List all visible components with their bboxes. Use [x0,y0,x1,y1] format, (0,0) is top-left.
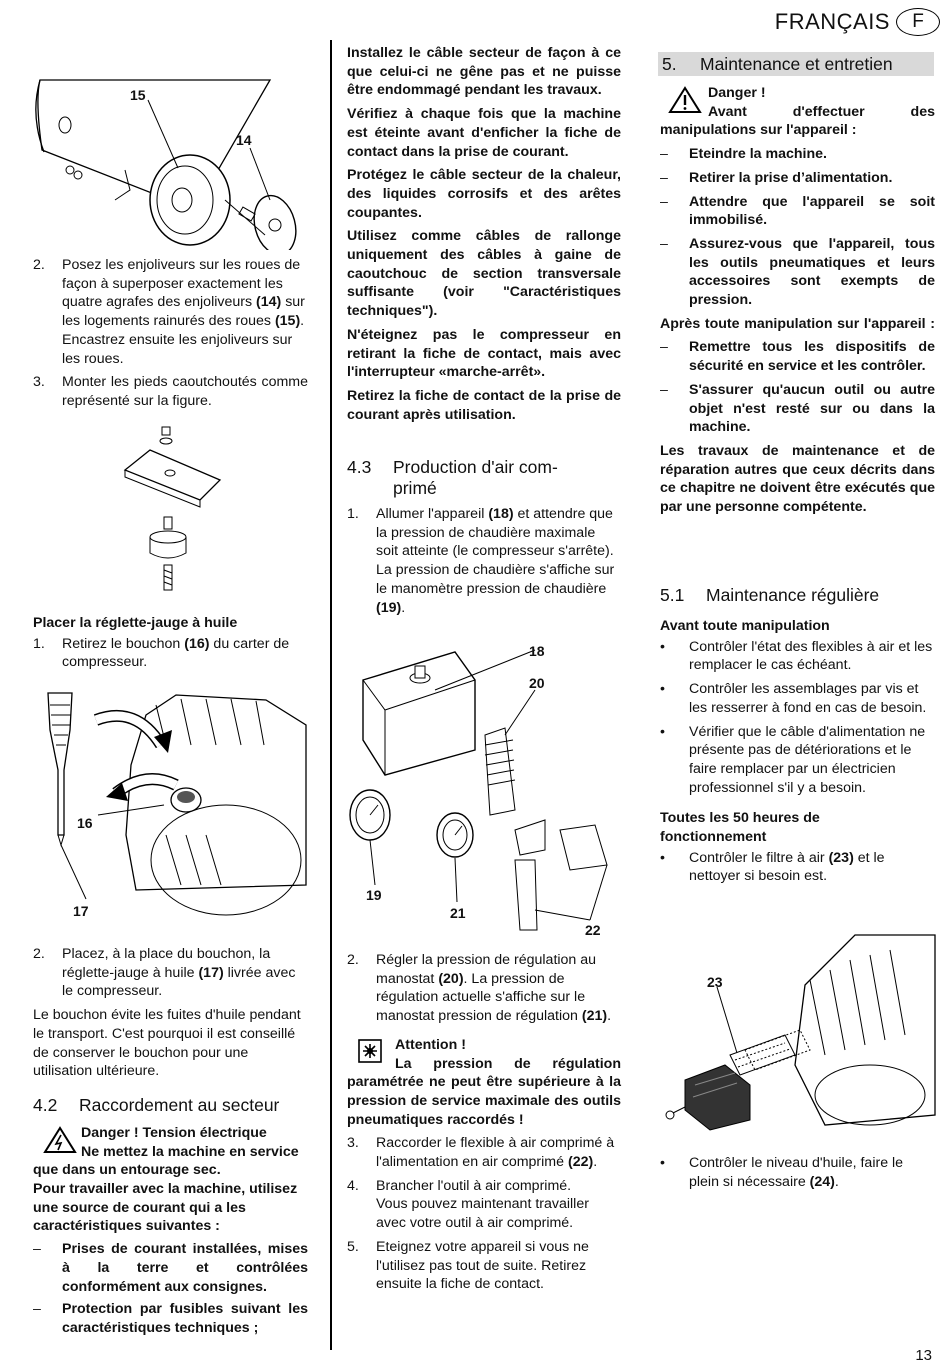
list-item: • Contrôler le niveau d'huile, faire le plein si nécessaire (24). [660,1155,904,1190]
language-label: FRANÇAIS [774,8,890,34]
rubber-feet-figure [120,425,230,605]
col2-safety-text: Installez le câble secteur de façon à ce que celui-ci ne gêne pas et ne puisse être endommagé pendant les travaux. Vérifiez à chaque fois que la machine est éteinte avant d'enficher la fiche de contact dans la prise de courant. Protégez le câble secteur de la chaleur, des liquides corrosifs et des arêtes coupantes. Utilisez comme câbles de rallonge uniquement des câbles à gaine de caoutchouc de section transversale suffisante (voir "Caractéristiques techniques"). N'éteignez pas le compresseur en retirant la fiche de contact, mais avec l'interrupteur «marche-arrêt». Retirez la fiche de contact de la prise de courant après utilisation. [347,45,621,423]
col3-section-5-1 [660,585,935,886]
page-header [775,8,940,36]
list-item: 4. Brancher l'outil à air comprimé. Vous pouvez maintenant travailler avec votre outil à air comprimé. [347,1177,589,1232]
electric-warning-icon [43,1126,77,1154]
list-item: 2. Posez les enjoliveurs sur les roues de façon à superposer exactement les quatre agrafes des enjoliveurs (14) sur les logements rainurés des roues (15). Encastrez ensuite les enjoliveurs sur les roues. [33,257,305,367]
col3-maintenance [660,84,935,517]
list-item: • Contrôler les assemblages par vis et les resserrer à fond en cas de besoin. [660,681,927,716]
list-item: 2. Régler la pression de régulation au manostat (20). La pression de régulation actuelle s'affiche sur le manostat pression de régulation (21). [347,952,612,1025]
callout-23: 23 [707,974,723,990]
section-5-heading: 5. Maintenance et entretien [658,52,934,76]
danger-box: Danger ! Tension électrique Ne mettez la machine en service que dans un entourage sec. [33,1124,299,1179]
maintenance-note: Les travaux de maintenance et de réparation autres que ceux décrits dans ce chapitre ne doivent être exécutés que par une personne compétente. [660,442,935,516]
list-item: – Eteindre la machine. [660,146,827,163]
callout-18: 18 [529,643,545,659]
section-5-1-heading: 5.1 Maintenance régulière [660,585,880,605]
list-item: • Vérifier que le câble d'alimentation ne présente pas de détériorations et le faire remplacer par un électricien professionnel s'il y a besoin. [660,723,926,796]
language-code-badge: F [896,8,940,36]
callout-16: 16 [77,815,93,831]
callout-15: 15 [130,87,146,103]
power-requirements: Pour travailler avec la machine, utilisez une source de courant qui a les caractéristiques suivantes : [33,1181,298,1235]
attention-icon [357,1038,385,1066]
air-filter-figure [655,925,940,1135]
list-item: – Assurez-vous que l'appareil, tous les outils pneumatiques et leurs accessoires sont exempts de pression. [660,235,935,309]
callout-17: 17 [73,903,89,919]
list-item: – Remettre tous les dispositifs de sécurité en service et les contrôler. [660,339,935,375]
col1-steps [33,256,308,411]
danger-box: Danger ! Avant d'effectuer des manipulations sur l'appareil : [660,85,935,139]
list-item: 2. Placez, à la place du bouchon, la réglette-jauge à huile (17) livrée avec le compresseur. [33,946,296,1000]
list-item: 5. Eteignez votre appareil si vous ne l'utilisez pas tout de suite. Retirez ensuite la fiche de contact. [347,1238,589,1293]
list-item: 3. Monter les pieds caoutchoutés comme représenté sur la figure. [33,374,308,409]
callout-19: 19 [366,887,382,903]
section-4-2-heading: 4.2 Raccordement au secteur [33,1094,280,1115]
list-item: • Contrôler le filtre à air (23) et le nettoyer si besoin est. [660,849,885,885]
page-number: 13 [915,1347,932,1365]
callout-20: 20 [529,675,545,691]
oil-note: Le bouchon évite les fuites d'huile pendant le transport. C'est pourquoi il est conseillé de conserver le bouchon pour une utilisation ultérieure. [33,1007,301,1080]
hours-heading: Toutes les 50 heures de fonctionnement [660,810,820,846]
callout-14: 14 [236,132,252,148]
column-divider [330,40,332,1350]
col2-section-4-3 [347,457,621,617]
list-item: – S'assurer qu'aucun outil ou autre objet n'est resté sur ou dans la machine. [660,381,935,436]
pressure-switch-figure [345,640,625,940]
warning-triangle-icon [668,86,702,114]
list-item: – Attendre que l'appareil se soit immobilisé. [660,193,935,229]
list-item: 3. Raccorder le flexible à air comprimé à l'alimentation en air comprimé (22). [347,1135,615,1171]
list-item: – Protection par fusibles suivant les caractéristiques techniques ; [33,1301,308,1336]
wheel-hubcap-figure [30,40,300,250]
list-item: – Retirer la prise d’alimentation. [660,169,893,186]
oil-dipstick-section [33,614,308,672]
col3-oil-level [660,1154,935,1191]
list-item: 1. Retirez le bouchon (16) du carter de compresseur. [33,635,290,671]
callout-22: 22 [585,922,601,938]
list-item: – Prises de courant installées, mises à la terre et contrôlées conformément aux consignes. [33,1241,308,1295]
after-manipulation: Après toute manipulation sur l'appareil : [660,315,935,332]
before-heading: Avant toute manipulation [660,618,830,634]
col1-lower [33,945,308,1338]
list-item: 1. Allumer l'appareil (18) et attendre que la pression de chaudière maximale soit atteinte (le compresseur s'arrête). La pression de chaudière s'affiche sur le manomètre pression de chaudière (19). [347,506,615,616]
list-item: • Contrôler l'état des flexibles à air et les remplacer le cas échéant. [660,638,933,674]
attention-box: Attention ! La pression de régulation paramétrée ne peut être supérieure à la pression de service maximale des outils pneumatiques raccordés ! [347,1036,621,1128]
section-4-3-heading: 4.3 Production d'air com- primé [347,457,558,498]
callout-21: 21 [450,905,466,921]
col2-steps [347,951,621,1294]
oil-dipstick-figure [36,685,311,930]
oil-heading: Placer la réglette-jauge à huile [33,615,238,631]
